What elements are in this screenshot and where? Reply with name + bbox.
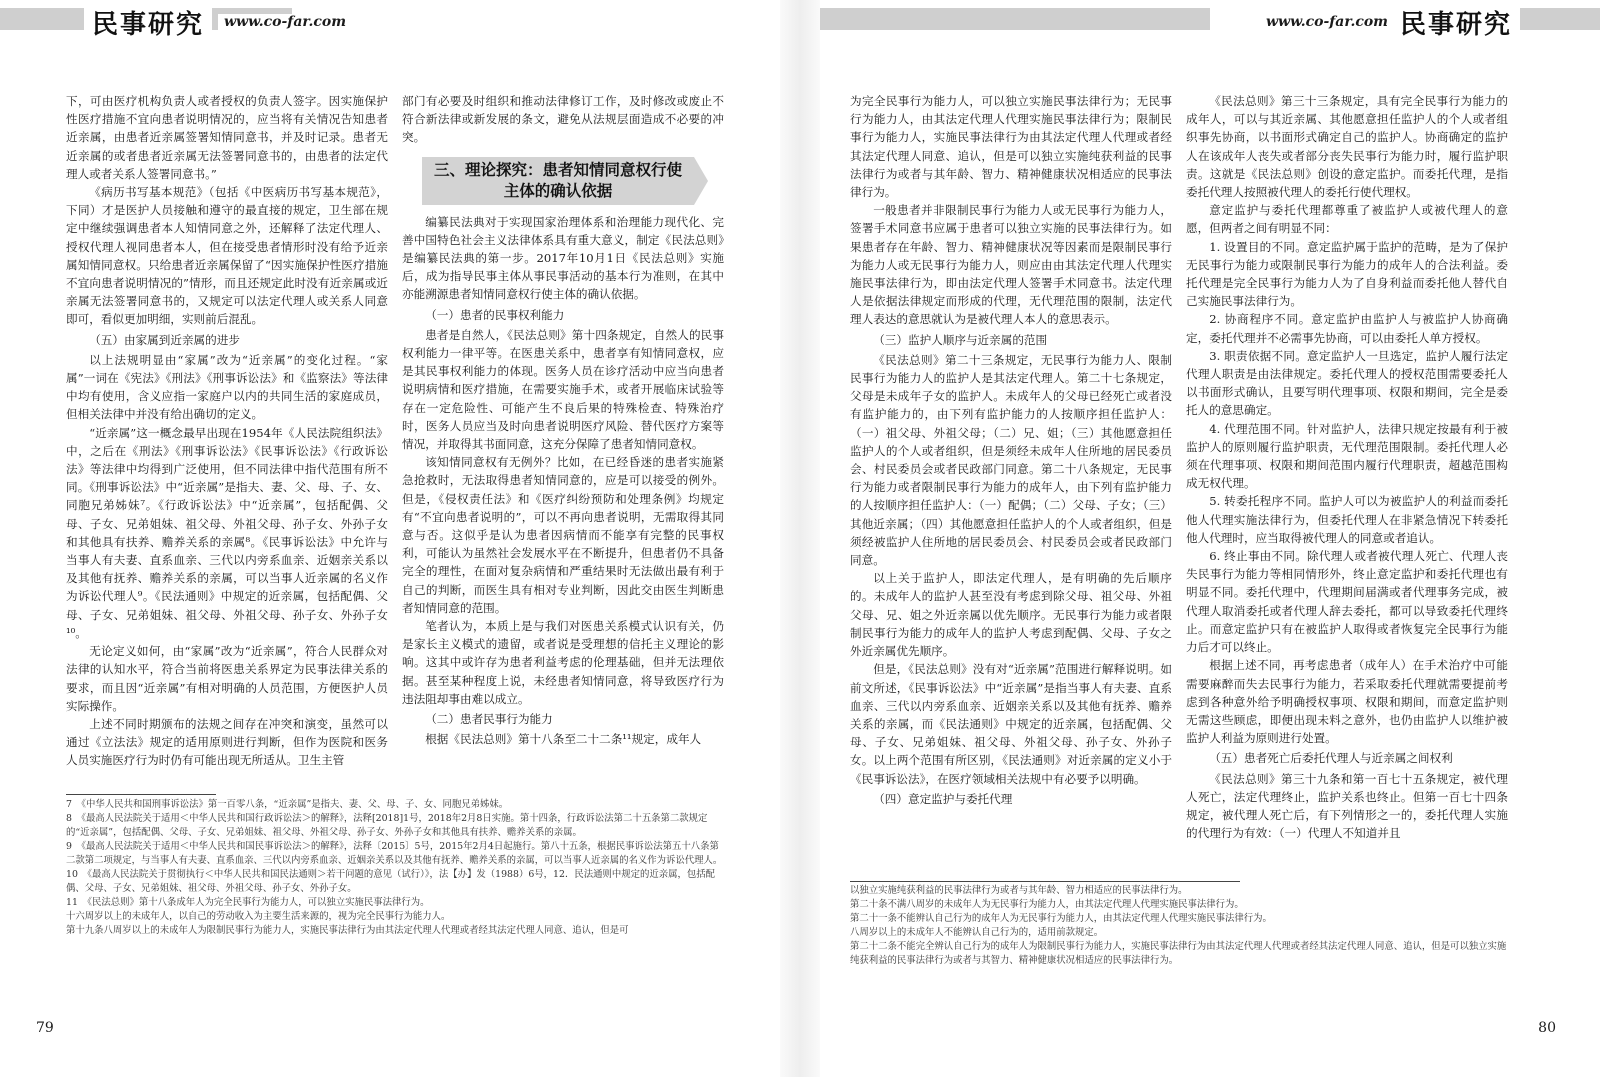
left-column-2 xyxy=(402,92,724,749)
spine-gutter xyxy=(780,0,820,1077)
body-paragraph: 但是，《民法总则》没有对“近亲属”范围进行解释说明。如前文所述，《民事诉讼法》中“近亲属”是指当事人有夫妻、直系血亲、三代以内旁系血亲、近姻亲关系以及其他有抚养、赡养关系的亲属，而《民法通则》中规定的近亲属，包括配偶、父母、子女、兄弟姐妹、祖父母、外祖父母、孙子女、外孙子女。以上两个范围有所区别，《民法通则》对近亲属的定义小于《民事诉讼法》，在医疗领域相关法规中有必要予以明确。 xyxy=(850,662,1172,786)
subsection-heading: （四）意定监护与委托代理 xyxy=(873,791,1013,806)
left-column-2-top xyxy=(402,92,724,147)
footnote: 11 《民法总则》第十八条成年人为完全民事行为能力人，可以独立实施民事法律行为。 xyxy=(66,897,430,908)
footnote: 第二十一条不能辨认自己行为的成年人为无民事行为能力人，由其法定代理人代理实施民事法律行为。 xyxy=(850,913,1272,924)
right-header xyxy=(820,0,1600,40)
footnote: 第十九条八周岁以上的未成年人为限制民事行为能力人，实施民事法律行为由其法定代理人代理或者经其法定代理人同意、追认，但是可 xyxy=(66,925,629,936)
body-paragraph: 下，可由医疗机构负责人或者授权的负责人签字。因实施保护性医疗措施不宜向患者说明情况的，应当将有关情况告知患者近亲属，由患者近亲属签署知情同意书，并及时记录。患者无近亲属的或者患者近亲属无法签署同意书的，由患者的法定代理人或者关系人签署同意书。” xyxy=(66,94,388,181)
subsection-heading: （五）由家属到近亲属的进步 xyxy=(89,332,240,347)
subsection-heading: （三）监护人顺序与近亲属的范围 xyxy=(873,332,1048,347)
body-paragraph: 一般患者并非限制民事行为能力人或无民事行为能力人，签署手术同意书应属于患者可以独立实施的民事法律行为。如果患者存在年龄、智力、精神健康状况等因素而是限制民事行为能力人或无民事行为能力人，则应由由其法定代理人代理实施民事法律行为，即由法定代理人签署手术同意书。法定代理人是依据法律规定而形成的代理，无代理范围的限制，法定代理人表达的意思就认为是被代理人本人的意思表示。 xyxy=(850,203,1172,327)
subsection-heading: （二）患者民事行为能力 xyxy=(425,712,553,727)
footnote: 十六周岁以上的未成年人，以自己的劳动收入为主要生活来源的，视为完全民事行为能力人。 xyxy=(66,911,451,922)
header-band xyxy=(1520,8,1600,30)
body-paragraph: 2. 协商程序不同。意定监护由监护人与被监护人协商确定，委托代理并不必需事先协商，可以由委托人单方授权。 xyxy=(1186,312,1508,345)
footnote: 以独立实施纯获利益的民事法律行为或者与其年龄、智力相适应的民事法律行为。 xyxy=(850,885,1188,896)
footnote: 第二十条不满八周岁的未成年人为无民事行为能力人，由其法定代理人代理实施民事法律行为。 xyxy=(850,899,1244,910)
body-paragraph: 根据《民法总则》第十八条至二十二条¹¹规定，成年人 xyxy=(425,732,702,747)
journal-url: www.co-far.com xyxy=(218,14,352,30)
right-footnotes xyxy=(850,884,1510,968)
left-page xyxy=(0,0,780,1077)
subsection-heading: （一）患者的民事权利能力 xyxy=(425,307,565,322)
body-paragraph: 4. 代理范围不同。针对监护人，法律只规定按最有利于被监护人的原则履行监护职责，无代理范围限制。委托代理人必须在代理事项、权限和期间范围内履行代理职责，超越范围构成无权代理。 xyxy=(1186,421,1508,491)
body-paragraph: 意定监护与委托代理都尊重了被监护人或被代理人的意愿，但两者之间有明显不同： xyxy=(1186,203,1508,236)
footnote: 八周岁以上的未成年人不能辨认自己行为的，适用前款规定。 xyxy=(850,927,1104,938)
body-paragraph: 笔者认为，本质上是与我们对医患关系模式认识有关，仍是家长主义模式的遗留，或者说是受理想的信托主义理论的影响。这其中或许存为患者利益考虑的伦理基础，但并无法理依据。甚至某种程度上说，未经患者知情同意，将导致医疗行为违法阻却事由难以成立。 xyxy=(402,619,724,706)
left-column-1 xyxy=(66,92,388,770)
body-paragraph: 《民法总则》第二十三条规定，无民事行为能力人、限制民事行为能力人的监护人是其法定代理人。第二十七条规定，父母是未成年子女的监护人。未成年人的父母已经死亡或者没有监护能力的，由下列有监护能力的人按顺序担任监护人：（一）祖父母、外祖父母；（二）兄、姐；（三）其他愿意担任监护人的个人或者组织，但是须经未成年人住所地的居民委员会、村民委员会或者民政部门同意。第二十八条规定，无民事行为能力或者限制民事行为能力的成年人，由下列有监护能力的人按顺序担任监护人：（一）配偶；（二）父母、子女；（三）其他近亲属；（四）其他愿意担任监护人的个人或者组织，但是须经被监护人住所地的居民委员会、村民委员会或者民政部门同意。 xyxy=(850,352,1172,568)
page-number: 80 xyxy=(1538,1020,1556,1036)
body-paragraph: 部门有必要及时组织和推动法律修订工作，及时修改或废止不符合新法律或新发展的条文，避免从法规层面造成不必要的冲突。 xyxy=(402,94,724,145)
body-paragraph: 该知情同意权有无例外？比如，在已经昏迷的患者实施紧急抢救时，无法取得患者知情同意的，应是可以接受的例外。但是，《侵权责任法》和《医疗纠纷预防和处理条例》均规定有“不宜向患者说明的”，可以不再向患者说明，无需取得其同意与否。这似乎是认为患者因病情而不能享有完整的民事权利，可能认为虽然社会发展水平在不断提升，但患者仍不具备完全的理性，在面对复杂病情和严重结果时无法做出最有利于自己的判断，而医生具有相对专业判断，因此交由医生判断患者知情同意的范围。 xyxy=(402,455,724,615)
body-paragraph: 以上法规明显由“家属”改为“近亲属”的变化过程。“家属”一词在《宪法》《刑法》《刑事诉讼法》和《监察法》等法律中均有使用，含义应指一家庭户以内的共同生活的家庭成员，但相关法律中并没有给出确切的定义。 xyxy=(66,352,388,422)
footnote-rule xyxy=(850,881,1240,882)
body-paragraph: 编纂民法典对于实现国家治理体系和治理能力现代化、完善中国特色社会主义法律体系具有重大意义，制定《民法总则》是编纂民法典的第一步。2017年10月1日《民法总则》实施后，成为指导民事主体从事民事活动的基本行为准则，在其中亦能溯源患者知情同意权行使主体的确认依据。 xyxy=(402,214,724,302)
section-title: 三、理论探究：患者知情同意权行使主体的确认依据 xyxy=(422,157,694,205)
journal-title: 民事研究 xyxy=(1392,4,1520,41)
left-footnotes xyxy=(66,798,726,938)
footnote: 8 《最高人民法院关于适用＜中华人民共和国行政诉讼法＞的解释》，法释[2018]1号，2018年2月8日实施。第十四条，行政诉讼法第二十五条第二款规定的“近亲属”，包括配偶、父母、子女、兄弟姐妹、祖父母、外祖父母、孙子女、外孙子女和其他具有扶养、赡养关系的亲属。 xyxy=(66,813,708,838)
body-paragraph: “近亲属”这一概念最早出现在1954年《人民法院组织法》中，之后在《刑法》《刑事诉讼法》《民事诉讼法》《行政诉讼法》等法律中均得到广泛使用，但不同法律中指代范围有所不同。《刑事诉讼法》中“近亲属”是指夫、妻、父、母、子、女、同胞兄弟姊妹⁷。《行政诉讼法》中“近亲属”，包括配偶、父母、子女、兄弟姐妹、祖父母、外祖父母、孙子女、外孙子女和其他具有扶养、赡养关系的亲属⁸。《民事诉讼法》中允许与当事人有夫妻、直系血亲、三代以内旁系血亲、近姻亲关系以及其他有抚养、赡养关系的亲属，可以当事人近亲属的名义作为诉讼代理人⁹。《民法通则》中规定的近亲属，包括配偶、父母、子女、兄弟姐妹、祖父母、外祖父母、孙子女、外孙子女¹⁰。 xyxy=(66,425,388,640)
body-paragraph: 5. 转委托程序不同。监护人可以为被监护人的利益而委托他人代理实施法律行为，但委托代理人在非紧急情况下转委托他人代理时，应当取得被代理人的同意或者追认。 xyxy=(1186,494,1508,545)
journal-title: 民事研究 xyxy=(84,4,212,41)
body-paragraph: 1. 设置目的不同。意定监护属于监护的范畴，是为了保护无民事行为能力或限制民事行为能力的成年人的合法利益。委托代理是完全民事行为能力人为了自身利益而委托他人替代自己实施民事法律行为。 xyxy=(1186,239,1508,309)
footnote: 10 《最高人民法院关于贯彻执行＜中华人民共和国民法通则＞若干问题的意见（试行）》，法【办】发（1988）6号，12．民法通则中规定的近亲属，包括配偶、父母、子女、兄弟姐妹、祖父母、外祖父母、孙子女、外孙子女。 xyxy=(66,869,715,894)
footnote-rule xyxy=(66,794,216,795)
body-paragraph: 患者是自然人，《民法总则》第十四条规定，自然人的民事权利能力一律平等。在医患关系中，患者享有知情同意权，应是其民事权利能力的体现。医务人员在诊疗活动中应当向患者说明病情和医疗措施，在需要实施手术，或者开展临床试验等存在一定危险性、可能产生不良后果的特殊检查、特殊治疗时，医务人员应当及时向患者说明医疗风险、替代医疗方案等情况，并取得其书面同意，这充分保障了患者知情同意权。 xyxy=(402,327,724,452)
footnote: 第二十二条不能完全辨认自己行为的成年人为限制民事行为能力人，实施民事法律行为由其法定代理人代理或者经其法定代理人同意、追认，但是可以独立实施纯获利益的民事法律行为或者与其智力、精神健康状况相适应的民事法律行为。 xyxy=(850,941,1507,966)
right-page xyxy=(820,0,1600,1077)
body-paragraph: 为完全民事行为能力人，可以独立实施民事法律行为；无民事行为能力人，由其法定代理人代理实施民事法律行为；限制民事行为能力人，实施民事法律行为由其法定代理人代理或者经其法定代理人同意、追认，但是可以独立实施纯获利益的民事法律行为或者与其年龄、智力、精神健康状况相适应的民事法律行为。 xyxy=(850,94,1172,200)
left-column-2-bottom xyxy=(402,213,724,749)
right-column-2 xyxy=(1186,92,1508,842)
footnote: 9 《最高人民法院关于适用＜中华人民共和国民事诉讼法＞的解释》，法释〔2015〕5号，2015年2月4日起施行。第八十五条，根据民事诉讼法第五十八条第二款第二项规定，与当事人有夫妻、直系血亲、三代以内旁系血亲、近姻亲关系以及其他有抚养、赡养关系的亲属，可以当事人近亲属的名义作为诉讼代理人。 xyxy=(66,841,723,866)
body-paragraph: 根据上述不同，再考虑患者（成年人）在手术治疗中可能需要麻醉而失去民事行为能力，若采取委托代理就需要提前考虑到各种意外给予明确授权事项、权限和期间，而意定监护则无需这些顾虑，即便出现未料之意外，也仍由监护人以维护被监护人利益为原则进行处置。 xyxy=(1186,658,1508,746)
body-paragraph: 《民法总则》第三十三条规定，具有完全民事行为能力的成年人，可以与其近亲属、其他愿意担任监护人的个人或者组织事先协商，以书面形式确定自己的监护人。协商确定的监护人在该成年人丧失或者部分丧失民事行为能力时，履行监护职责。这就是《民法总则》创设的意定监护。而委托代理，是指委托代理人按照被代理人的委托行使代理权。 xyxy=(1186,94,1508,200)
subsection-heading: （五）患者死亡后委托代理人与近亲属之间权利 xyxy=(1209,751,1453,766)
page-number: 79 xyxy=(36,1020,54,1036)
header-band xyxy=(0,8,92,30)
footnote: 7 《中华人民共和国刑事诉讼法》第一百零八条，“近亲属”是指夫、妻、父、母、子、女、同胞兄弟姊妹。 xyxy=(66,799,509,810)
header-band xyxy=(820,8,1210,30)
body-paragraph: 《病历书写基本规范》（包括《中医病历书写基本规范》，下同）才是医护人员接触和遵守的最直接的规定，卫生部在规定中继续强调患者本人知情同意之外，还解释了法定代理人、授权代理人视同患者本人，但在接受患者情形时没有给予近亲属知情同意权。只给患者近亲属保留了“因实施保护性医疗措施不宜向患者说明情况的”情形，而且还规定此时没有近亲属或近亲属无法签署同意书的，又规定可以法定代理人或关系人同意即可，看似更加明细，实则前后混乱。 xyxy=(66,185,388,327)
right-column-1 xyxy=(850,92,1172,810)
body-paragraph: 《民法总则》第三十九条和第一百七十五条规定，被代理人死亡，法定代理终止，监护关系也终止。但第一百七十四条规定，被代理人死亡后，有下列情形之一的，委托代理人实施的代理行为有效：（一）代理人不知道并且 xyxy=(1186,771,1508,841)
body-paragraph: 无论定义如何，由“家属”改为“近亲属”，符合人民群众对法律的认知水平，符合当前将医患关系界定为民事法律关系的要求，而且因“近亲属”有相对明确的人员范围，方便医护人员实际操作。 xyxy=(66,644,388,713)
body-paragraph: 3. 职责依据不同。意定监护人一旦选定，监护人履行法定代理人职责是由法律规定。委托代理人的授权范围需要委托人以书面形式确认，且要写明代理事项、权限和期间，完全是委托人的意思确定。 xyxy=(1186,348,1508,418)
body-paragraph: 上述不同时期颁布的法规之间存在冲突和演变，虽然可以通过《立法法》规定的适用原则进行判断，但作为医院和医务人员实施医疗行为时仍有可能出现无所适从。卫生主管 xyxy=(66,716,388,768)
body-paragraph: 6. 终止事由不同。除代理人或者被代理人死亡、代理人丧失民事行为能力等相同情形外，终止意定监护和委托代理也有明显不同。委托代理中，代理期间届满或者代理事务完成，被代理人取消委托或者代理人辞去委托，都可以导致委托代理终止。而意定监护只有在被监护人取得或者恢复完全民事行为能力后才可以终止。 xyxy=(1186,549,1508,655)
body-paragraph: 以上关于监护人，即法定代理人，是有明确的先后顺序的。未成年人的监护人甚至没有考虑到除父母、祖父母、外祖父母、兄、姐之外近亲属以优先顺序。无民事行为能力或者限制民事行为能力的成年人的监护人考虑到配偶、父母、子女之外近亲属优先顺序。 xyxy=(850,571,1172,659)
journal-url: www.co-far.com xyxy=(1260,14,1394,30)
left-header xyxy=(0,0,780,40)
